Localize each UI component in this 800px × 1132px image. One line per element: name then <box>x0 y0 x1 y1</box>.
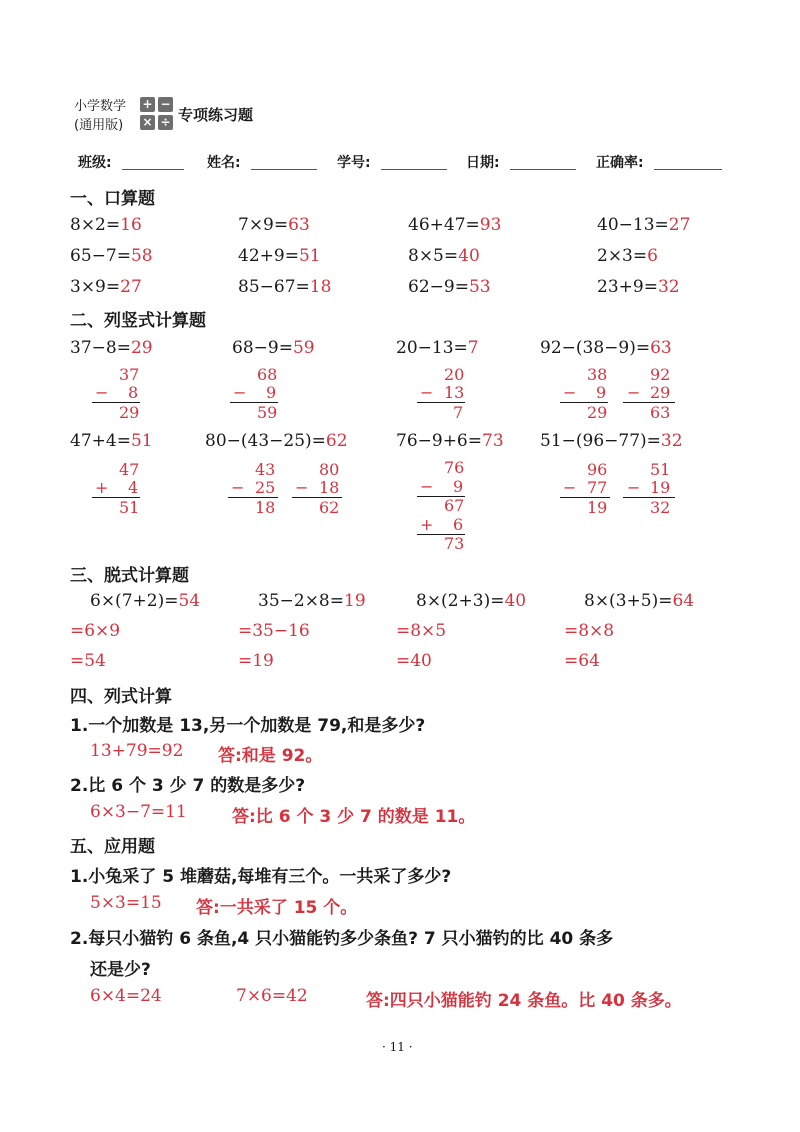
vertical-result: 73 <box>444 534 465 553</box>
section1-title: 一、口算题 <box>70 189 155 209</box>
section4-title: 四、列式计算 <box>70 687 172 707</box>
vertical-bottom: 77 <box>587 478 608 497</box>
minus-icon: − <box>158 97 173 112</box>
vertical-op: + <box>420 515 434 534</box>
vertical-op: − <box>231 478 245 497</box>
step-problem: 35−2×8=19 <box>258 591 366 611</box>
step-line: =19 <box>238 651 274 671</box>
plus-icon: + <box>140 97 155 112</box>
vertical-top: 96 <box>587 460 608 479</box>
oral-item: 85−67=18 <box>238 277 332 297</box>
word-problem: 1.小兔采了 5 堆蘑菇,每堆有三个。一共采了多少? <box>70 867 452 887</box>
section3-title: 三、脱式计算题 <box>70 566 189 586</box>
date-field[interactable] <box>510 169 576 170</box>
step-problem: 6×(7+2)=54 <box>90 591 201 611</box>
divide-icon: ÷ <box>158 115 173 130</box>
vertical-op: − <box>627 478 641 497</box>
vertical-problem: 68−9=59 <box>232 338 315 358</box>
oral-item: 62−9=53 <box>408 277 491 297</box>
answer-equation: 6×3−7=11 <box>90 802 187 822</box>
vertical-problem: 20−13=7 <box>396 338 479 358</box>
page-number: · 11 · <box>382 1040 413 1054</box>
class-label: 班级: <box>78 155 112 171</box>
vertical-op: − <box>420 383 434 402</box>
step-line: =64 <box>564 651 600 671</box>
word-problem: 2.比 6 个 3 少 7 的数是多少? <box>70 776 306 796</box>
step-line: =8×8 <box>564 621 615 641</box>
times-icon: × <box>140 115 155 130</box>
step-line: =35−16 <box>238 621 310 641</box>
vertical-result: 29 <box>119 403 140 422</box>
vertical-result: 18 <box>255 498 276 517</box>
vertical-result: 29 <box>587 403 608 422</box>
vertical-problem: 92−(38−9)=63 <box>540 338 672 358</box>
vertical-op: − <box>420 477 434 496</box>
vertical-bottom: 19 <box>650 478 671 497</box>
oral-item: 40−13=27 <box>597 215 691 235</box>
word-problem: 2.每只小猫钓 6 条鱼,4 只小猫能钓多少条鱼? 7 只小猫钓的比 40 条多 <box>70 929 614 949</box>
operator-logo <box>140 97 174 131</box>
vertical-bottom: 18 <box>319 478 340 497</box>
oral-item: 65−7=58 <box>70 246 153 266</box>
vertical-problem: 47+4=51 <box>70 431 153 451</box>
vertical-result: 7 <box>453 403 464 422</box>
vertical-op: − <box>563 383 577 402</box>
vertical-op: − <box>95 383 109 402</box>
vertical-bottom: 9 <box>596 383 607 402</box>
accuracy-field[interactable] <box>654 169 722 170</box>
vertical-problem: 51−(96−77)=32 <box>540 431 683 451</box>
vertical-problem: 80−(43−25)=62 <box>205 431 348 451</box>
answer-text: 答:四只小猫能钓 24 条鱼。比 40 条多。 <box>366 991 682 1011</box>
step-line: =40 <box>396 651 432 671</box>
answer-text: 答:和是 92。 <box>218 746 323 766</box>
vertical-top: 80 <box>319 460 340 479</box>
step-line: =8×5 <box>396 621 447 641</box>
word-problem: 1.一个加数是 13,另一个加数是 79,和是多少? <box>70 716 426 736</box>
vertical-op: − <box>233 383 247 402</box>
vertical-bottom: 4 <box>128 478 139 497</box>
vertical-top: 20 <box>444 365 465 384</box>
step-line: =6×9 <box>70 621 121 641</box>
vertical-top: 76 <box>444 458 465 477</box>
step-line: =54 <box>70 651 106 671</box>
vertical-op: − <box>295 478 309 497</box>
oral-item: 23+9=32 <box>597 277 680 297</box>
answer-equation: 7×6=42 <box>236 986 308 1006</box>
vertical-op: − <box>627 383 641 402</box>
vertical-bottom: 13 <box>444 383 465 402</box>
word-problem-cont: 还是少? <box>90 960 151 980</box>
vertical-result: 67 <box>444 496 465 515</box>
oral-item: 3×9=27 <box>70 277 142 297</box>
vertical-result: 63 <box>650 403 671 422</box>
vertical-bottom: 9 <box>266 383 277 402</box>
oral-item: 8×2=16 <box>70 215 142 235</box>
answer-text: 答:一共采了 15 个。 <box>196 898 358 918</box>
class-field[interactable] <box>122 169 184 170</box>
vertical-top: 43 <box>255 460 276 479</box>
answer-equation: 6×4=24 <box>90 986 162 1006</box>
vertical-bottom: 25 <box>255 478 276 497</box>
brand-line2: (通用版) <box>74 118 124 133</box>
vertical-bottom: 8 <box>128 383 139 402</box>
step-problem: 8×(2+3)=40 <box>416 591 527 611</box>
vertical-result: 59 <box>257 403 278 422</box>
vertical-problem: 37−8=29 <box>70 338 153 358</box>
vertical-problem: 76−9+6=73 <box>396 431 504 451</box>
accuracy-label: 正确率: <box>596 155 644 171</box>
vertical-result: 32 <box>650 498 671 517</box>
answer-equation: 13+79=92 <box>90 741 184 761</box>
answer-text: 答:比 6 个 3 少 7 的数是 11。 <box>232 807 476 827</box>
vertical-bottom: 9 <box>453 477 464 496</box>
date-label: 日期: <box>466 155 500 171</box>
vertical-top: 37 <box>119 365 140 384</box>
vertical-bottom: 6 <box>453 515 464 534</box>
vertical-op: − <box>563 478 577 497</box>
name-field[interactable] <box>251 169 317 170</box>
vertical-bottom: 29 <box>650 383 671 402</box>
student-id-field[interactable] <box>381 169 447 170</box>
oral-item: 2×3=6 <box>597 246 658 266</box>
vertical-op: + <box>95 478 109 497</box>
section2-title: 二、列竖式计算题 <box>70 311 206 331</box>
vertical-top: 38 <box>587 365 608 384</box>
oral-item: 46+47=93 <box>408 215 502 235</box>
name-label: 姓名: <box>207 155 241 171</box>
vertical-result: 62 <box>319 498 340 517</box>
vertical-top: 92 <box>650 365 671 384</box>
student-id-label: 学号: <box>337 155 371 171</box>
brand-line1: 小学数学 <box>74 99 127 114</box>
step-problem: 8×(3+5)=64 <box>584 591 695 611</box>
answer-equation: 5×3=15 <box>90 893 162 913</box>
vertical-top: 47 <box>119 460 140 479</box>
vertical-result: 19 <box>587 498 608 517</box>
oral-item: 42+9=51 <box>238 246 321 266</box>
section5-title: 五、应用题 <box>70 837 155 857</box>
page-title: 专项练习题 <box>178 106 254 124</box>
vertical-top: 51 <box>650 460 671 479</box>
vertical-top: 68 <box>257 365 278 384</box>
oral-item: 7×9=63 <box>238 215 310 235</box>
vertical-result: 51 <box>119 498 140 517</box>
oral-item: 8×5=40 <box>408 246 480 266</box>
